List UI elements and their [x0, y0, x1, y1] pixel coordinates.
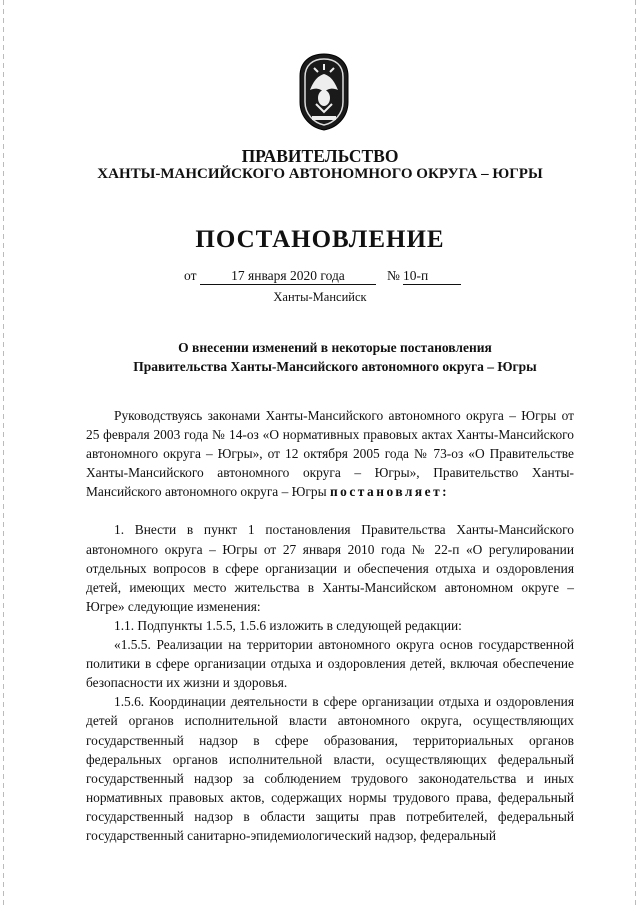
coat-of-arms-emblem — [296, 52, 352, 132]
number-sign: № — [387, 268, 400, 283]
scan-edge-left — [3, 0, 4, 905]
paragraph-item-1-1: 1.1. Подпункты 1.5.5, 1.5.6 изложить в следующей редакции: — [114, 617, 462, 633]
government-region: ХАНТЫ-МАНСИЙСКОГО АВТОНОМНОГО ОКРУГА – ЮГРЫ — [97, 166, 543, 182]
preamble-paragraph: Руководствуясь законами Ханты-Мансийского автономного округа – Югры от 25 февраля 2003 года № 14-оз «О нормативных правовых актах Ханты-Мансийского автономного округа – Югры», от 12 октября 2005 года № 73-оз «О Правительстве Ханты-Мансийского автономного округа – Югры», Правительство Ханты-Мансийского автономного округа – Югры постановляет: — [86, 408, 574, 500]
paragraph-item-1: 1. Внести в пункт 1 постановления Правительства Ханты-Мансийского автономного округа – Югры от 27 января 2010 года № 22-п «О регулировании отдельных вопросов в сфере организации и обеспечения отдыха и оздоровления детей, имеющих место жительства в Ханты-Мансийском автономном округе – Югре» следующие изменения: — [86, 522, 574, 614]
paragraph-item-1-5-5: «1.5.5. Реализации на территории автономного округа основ государственной политики в сфере организации отдыха и оздоровления детей, включая обеспечение безопасности их жизни и здоровья. — [86, 637, 574, 691]
document-subject — [90, 338, 580, 376]
document-type-title: ПОСТАНОВЛЕНИЕ — [195, 226, 445, 253]
document-body — [86, 406, 574, 845]
paragraph-item-1-5-6: 1.5.6. Координации деятельности в сфере организации отдыха и оздоровления детей органов исполнительной власти автономного округа, осуществляющих государственный надзор в сфере образования, территориальных органов федеральных органов исполнительной власти, осуществляющих федеральный государственный надзор за соблюдением трудового законодательства и иных нормативных правовых актов, содержащих нормы трудового права, федеральный государственный надзор в области защиты прав потребителей, федеральный государственный санитарно-эпидемиологический надзор, федеральный — [86, 694, 574, 843]
scan-edge-right — [635, 0, 636, 905]
coat-of-arms-icon — [296, 52, 352, 132]
government-title: ПРАВИТЕЛЬСТВО — [241, 146, 399, 166]
decree-verb: постановляет: — [329, 484, 450, 500]
document-number: 10-п — [403, 268, 461, 285]
document-city: Ханты-Мансийск — [273, 290, 367, 304]
document-date: 17 января 2020 года — [200, 268, 376, 285]
subject-line-2: Правительства Ханты-Мансийского автономного округа – Югры — [133, 359, 537, 374]
date-prefix: от — [184, 268, 197, 283]
subject-line-1: О внесении изменений в некоторые постановления — [178, 340, 492, 355]
